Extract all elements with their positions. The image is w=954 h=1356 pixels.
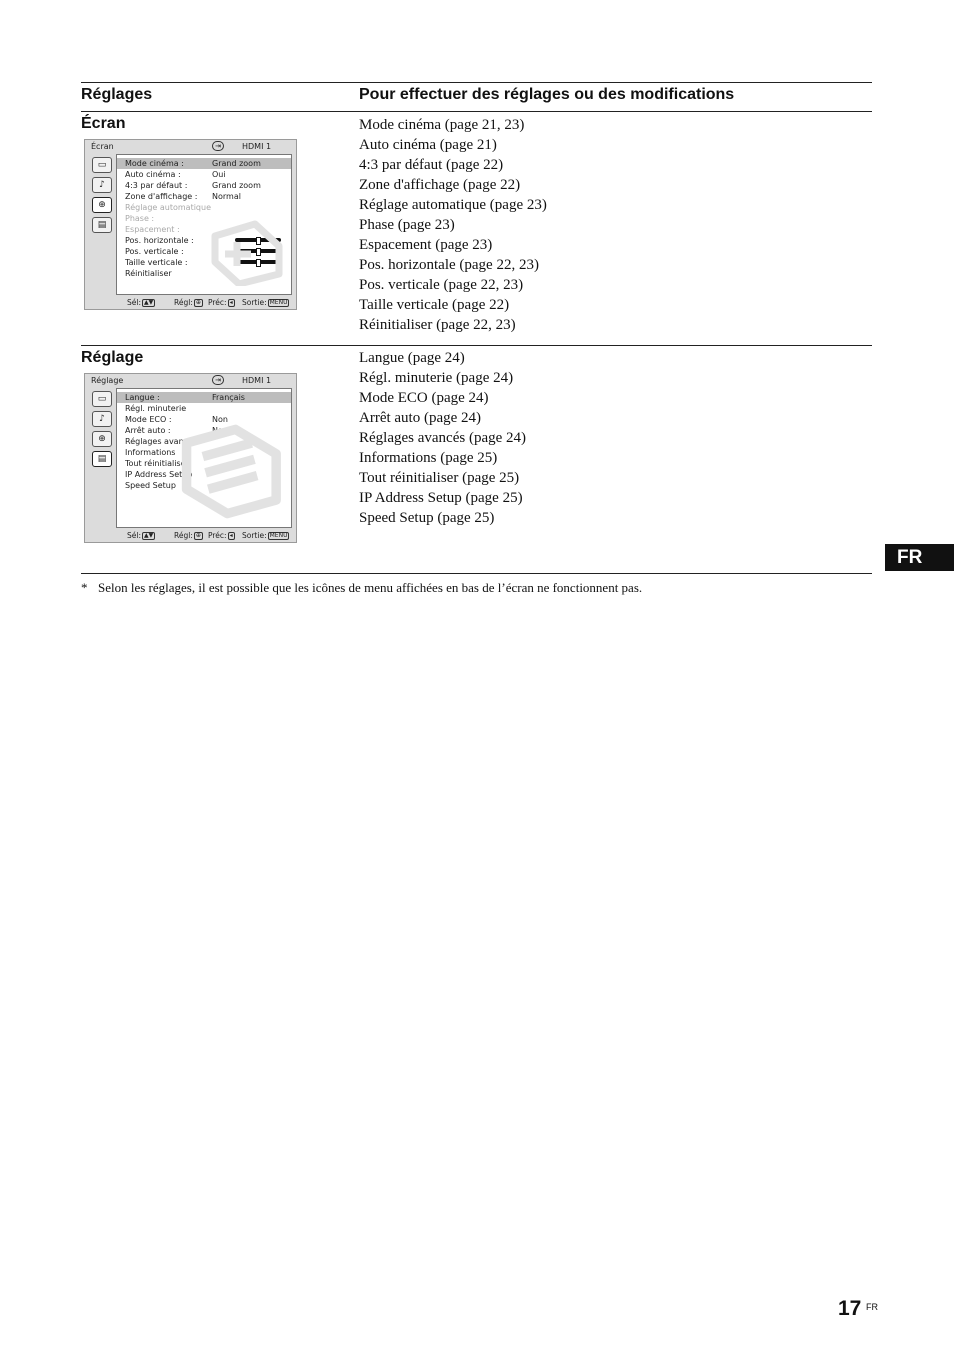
osd-row xyxy=(117,202,291,213)
osd-row-label: Pos. verticale : xyxy=(125,247,184,256)
osd-help-set: Régl: ⊕ xyxy=(174,531,201,540)
reglage-osd-screenshot xyxy=(84,373,297,543)
osd-row-value: Français xyxy=(212,393,245,402)
osd-row-label: Réglages avancés xyxy=(125,437,198,446)
picture-menu-icon: ▭ xyxy=(92,157,112,173)
osd-row-value: 0 xyxy=(212,247,218,256)
osd-row-label: Mode cinéma : xyxy=(125,159,184,168)
osd-row-value: 0 xyxy=(212,258,218,267)
setup-watermark-icon xyxy=(175,424,285,519)
osd-help-back: Préc: ◂ xyxy=(208,298,233,307)
screen-menu-icon: ⊕ xyxy=(92,431,112,447)
osd-row-label: Réglage automatique xyxy=(125,203,211,212)
osd-row-value: Oui xyxy=(212,170,226,179)
osd-icon-column xyxy=(87,154,115,295)
osd-row-label: 4:3 par défaut : xyxy=(125,181,188,190)
osd-input-label: HDMI 1 xyxy=(242,376,272,385)
list-item: Taille verticale (page 22) xyxy=(359,297,510,313)
osd-menu-title: Réglage xyxy=(91,376,124,385)
footnote-text: Selon les réglages, il est possible que les icônes de menu affichées en bas de l’écran ne fonctionnent pas. xyxy=(98,580,643,595)
list-item: Régl. minuterie (page 24) xyxy=(359,370,514,386)
table-header-rule xyxy=(81,111,872,112)
sound-menu-icon: ♪ xyxy=(92,177,112,193)
list-item: Informations (page 25) xyxy=(359,450,498,466)
osd-row-label: IP Address Setup xyxy=(125,470,193,479)
osd-row xyxy=(117,191,291,202)
osd-row-label: Espacement : xyxy=(125,225,180,234)
osd-row-value: Normal xyxy=(212,192,241,201)
osd-row-label: Taille verticale : xyxy=(125,258,188,267)
table-top-rule xyxy=(81,82,872,83)
list-item: Auto cinéma (page 21) xyxy=(359,137,497,153)
footnote xyxy=(81,580,642,596)
osd-row-label: Tout réinitialiser xyxy=(125,459,189,468)
setup-menu-icon: ▤ xyxy=(92,451,112,467)
list-item: IP Address Setup (page 25) xyxy=(359,490,523,506)
osd-row-value: Non xyxy=(212,415,228,424)
list-item: Réinitialiser (page 22, 23) xyxy=(359,317,516,333)
ecran-osd-screenshot xyxy=(84,139,297,310)
osd-row-label: Phase : xyxy=(125,214,155,223)
osd-row xyxy=(117,403,291,414)
table-bottom-rule xyxy=(81,573,872,574)
screen-watermark-icon xyxy=(205,216,285,286)
osd-row-label: Réinitialiser xyxy=(125,269,172,278)
footnote-mark: * xyxy=(81,580,88,595)
osd-menu-panel xyxy=(116,154,292,295)
osd-row-label: Speed Setup xyxy=(125,481,176,490)
osd-help-bar xyxy=(85,296,296,309)
osd-row-label: Zone d'affichage : xyxy=(125,192,198,201)
list-item: Mode cinéma (page 21, 23) xyxy=(359,117,525,133)
osd-row-label: Pos. horizontale : xyxy=(125,236,194,245)
section-title-reglage: Réglage xyxy=(81,349,144,366)
page-number: 17 xyxy=(838,1297,862,1320)
osd-row xyxy=(117,169,291,180)
list-item: Langue (page 24) xyxy=(359,350,465,366)
list-item: 4:3 par défaut (page 22) xyxy=(359,157,504,173)
page-language: FR xyxy=(866,1302,878,1312)
osd-row xyxy=(117,392,291,403)
osd-help-bar xyxy=(85,529,296,542)
list-item: Pos. verticale (page 22, 23) xyxy=(359,277,524,293)
osd-row-label: Régl. minuterie xyxy=(125,404,187,413)
osd-menu-panel xyxy=(116,388,292,528)
section-divider-rule xyxy=(81,345,872,346)
osd-help-back: Préc: ◂ xyxy=(208,531,233,540)
osd-menu-title: Écran xyxy=(91,142,114,151)
list-item: Arrêt auto (page 24) xyxy=(359,410,482,426)
list-item: Tout réinitialiser (page 25) xyxy=(359,470,520,486)
list-item: Zone d'affichage (page 22) xyxy=(359,177,521,193)
column-header-settings: Réglages xyxy=(81,86,153,103)
osd-row-value: Non xyxy=(212,426,228,435)
osd-row-label: Informations xyxy=(125,448,176,457)
osd-help-select: Sél: ▲▼ xyxy=(127,298,154,307)
list-item: Espacement (page 23) xyxy=(359,237,493,253)
osd-row-label: Auto cinéma : xyxy=(125,170,181,179)
language-tab: FR xyxy=(885,544,954,571)
osd-input-label: HDMI 1 xyxy=(242,142,272,151)
sound-menu-icon: ♪ xyxy=(92,411,112,427)
list-item: Réglages avancés (page 24) xyxy=(359,430,527,446)
picture-menu-icon: ▭ xyxy=(92,391,112,407)
osd-row-value: Grand zoom xyxy=(212,159,261,168)
setup-menu-icon: ▤ xyxy=(92,217,112,233)
osd-row xyxy=(117,158,291,169)
osd-row-label: Arrêt auto : xyxy=(125,426,171,435)
osd-title-bar xyxy=(85,374,296,388)
osd-row-label: Mode ECO : xyxy=(125,415,172,424)
list-item: Réglage automatique (page 23) xyxy=(359,197,547,213)
osd-row-value: Grand zoom xyxy=(212,181,261,190)
list-item: Mode ECO (page 24) xyxy=(359,390,489,406)
ecran-item-list xyxy=(359,115,547,335)
osd-row-value: 0 xyxy=(212,236,218,245)
reglage-item-list xyxy=(359,348,526,528)
osd-help-exit: Sortie: MENU xyxy=(242,531,288,540)
input-icon: ⇥ xyxy=(212,141,224,151)
screen-menu-icon: ⊕ xyxy=(92,197,112,213)
input-icon: ⇥ xyxy=(212,375,224,385)
osd-help-set: Régl: ⊕ xyxy=(174,298,201,307)
osd-help-select: Sél: ▲▼ xyxy=(127,531,154,540)
osd-title-bar xyxy=(85,140,296,154)
section-title-ecran: Écran xyxy=(81,115,126,132)
osd-row-label: Langue : xyxy=(125,393,160,402)
osd-icon-column xyxy=(87,388,115,528)
list-item: Pos. horizontale (page 22, 23) xyxy=(359,257,539,273)
list-item: Speed Setup (page 25) xyxy=(359,510,495,526)
osd-help-exit: Sortie: MENU xyxy=(242,298,288,307)
osd-row xyxy=(117,180,291,191)
list-item: Phase (page 23) xyxy=(359,217,455,233)
column-header-adjustments: Pour effectuer des réglages ou des modifications xyxy=(359,86,735,103)
